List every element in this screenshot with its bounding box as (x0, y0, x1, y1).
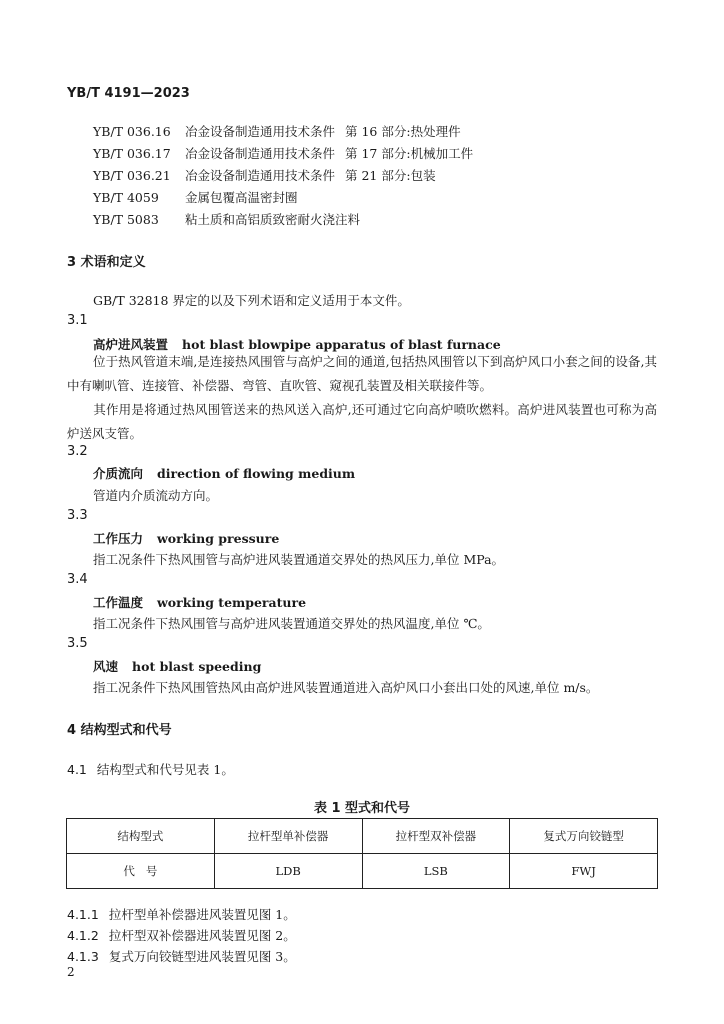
table-cell: 结构型式 (67, 819, 215, 854)
subclause (67, 947, 296, 965)
term-title (93, 529, 279, 547)
term-definition: 管道内介质流动方向。 (93, 488, 219, 503)
page-number: 2 (67, 965, 75, 979)
term-definition: 指工况条件下热风围管与高炉进风装置通道交界处的热风压力,单位 MPa。 (93, 552, 505, 567)
term-title (93, 464, 355, 482)
term-chinese: 风速 (93, 659, 119, 674)
term-definition: 指工况条件下热风围管热风由高炉进风装置通道进入高炉风口小套出口处的风速,单位 m/s。 (93, 680, 599, 695)
table-header-row (67, 819, 658, 854)
reference-item (93, 188, 298, 206)
table-caption: 表 1 型式和代号 (313, 801, 411, 816)
section-4-heading: 4 结构型式和代号 (67, 723, 172, 738)
reference-item (93, 210, 360, 228)
table-cell: 拉杆型双补偿器 (362, 819, 510, 854)
term-english: hot blast blowpipe apparatus of blast furnace (182, 337, 501, 352)
reference-code: YB/T 036.17 (93, 146, 171, 161)
reference-code: YB/T 4059 (93, 190, 159, 205)
reference-title: 冶金设备制造通用技术条件 (185, 146, 336, 161)
term-number: 3.3 (67, 508, 88, 523)
term-number: 3.2 (67, 444, 88, 459)
subclause (67, 926, 296, 944)
clause-number: 4.1 (67, 762, 87, 777)
subclause-text: 复式万向铰链型进风装置见图 3。 (108, 949, 296, 964)
standard-number-header: YB/T 4191—2023 (67, 86, 190, 101)
table-cell: 代 号 (67, 854, 215, 889)
section-3-intro: GB/T 32818 界定的以及下列术语和定义适用于本文件。 (93, 293, 410, 308)
reference-part: 第 21 部分:包装 (345, 168, 436, 183)
term-chinese: 介质流向 (93, 466, 144, 481)
term-chinese: 工作压力 (93, 531, 144, 546)
reference-item (93, 122, 461, 140)
term-chinese: 工作温度 (93, 595, 144, 610)
subclause-number: 4.1.3 (67, 949, 99, 964)
reference-title: 冶金设备制造通用技术条件 (185, 124, 336, 139)
clause-text: 结构型式和代号见表 1。 (96, 762, 234, 777)
reference-code: YB/T 036.16 (93, 124, 171, 139)
reference-code: YB/T 5083 (93, 212, 159, 227)
table-cell: 拉杆型单补偿器 (214, 819, 362, 854)
reference-item (93, 144, 473, 162)
section-3-heading: 3 术语和定义 (67, 255, 146, 270)
clause-4-1 (67, 760, 234, 778)
table-cell: LSB (362, 854, 510, 889)
reference-part: 第 16 部分:热处理件 (345, 124, 461, 139)
term-definition: 指工况条件下热风围管与高炉进风装置通道交界处的热风温度,单位 ℃。 (93, 616, 490, 631)
table-row (67, 854, 658, 889)
term-title (93, 593, 306, 611)
reference-code: YB/T 036.21 (93, 168, 171, 183)
table-cell: FWJ (510, 854, 658, 889)
term-note: 其作用是将通过热风围管送来的热风送入高炉,还可通过它向高炉喷吹燃料。高炉进风装置也可称为高炉送风支管。 (67, 402, 657, 441)
term-english: working temperature (157, 595, 307, 610)
term-english: hot blast speeding (132, 659, 262, 674)
subclause-text: 拉杆型双补偿器进风装置见图 2。 (108, 928, 296, 943)
reference-title: 粘土质和高铝质致密耐火浇注料 (185, 212, 361, 227)
reference-part: 第 17 部分:机械加工件 (345, 146, 474, 161)
term-english: working pressure (157, 531, 280, 546)
type-code-table (66, 818, 658, 889)
subclause-text: 拉杆型单补偿器进风装置见图 1。 (108, 907, 296, 922)
term-number: 3.1 (67, 313, 88, 328)
subclause-number: 4.1.1 (67, 907, 99, 922)
subclause-number: 4.1.2 (67, 928, 99, 943)
term-chinese: 高炉进风装置 (93, 337, 169, 352)
reference-title: 冶金设备制造通用技术条件 (185, 168, 336, 183)
term-english: direction of flowing medium (157, 466, 356, 481)
reference-title: 金属包覆高温密封圈 (185, 190, 298, 205)
subclause (67, 905, 296, 923)
table-cell: LDB (214, 854, 362, 889)
term-definition: 位于热风管道末端,是连接热风围管与高炉之间的通道,包括热风围管以下到高炉风口小套之间的设备,其中有喇叭管、连接管、补偿器、弯管、直吹管、窥视孔装置及相关联接件等。 (67, 354, 657, 393)
term-number: 3.5 (67, 636, 88, 651)
table-cell: 复式万向铰链型 (510, 819, 658, 854)
reference-item (93, 166, 436, 184)
term-title (93, 657, 261, 675)
term-number: 3.4 (67, 572, 88, 587)
